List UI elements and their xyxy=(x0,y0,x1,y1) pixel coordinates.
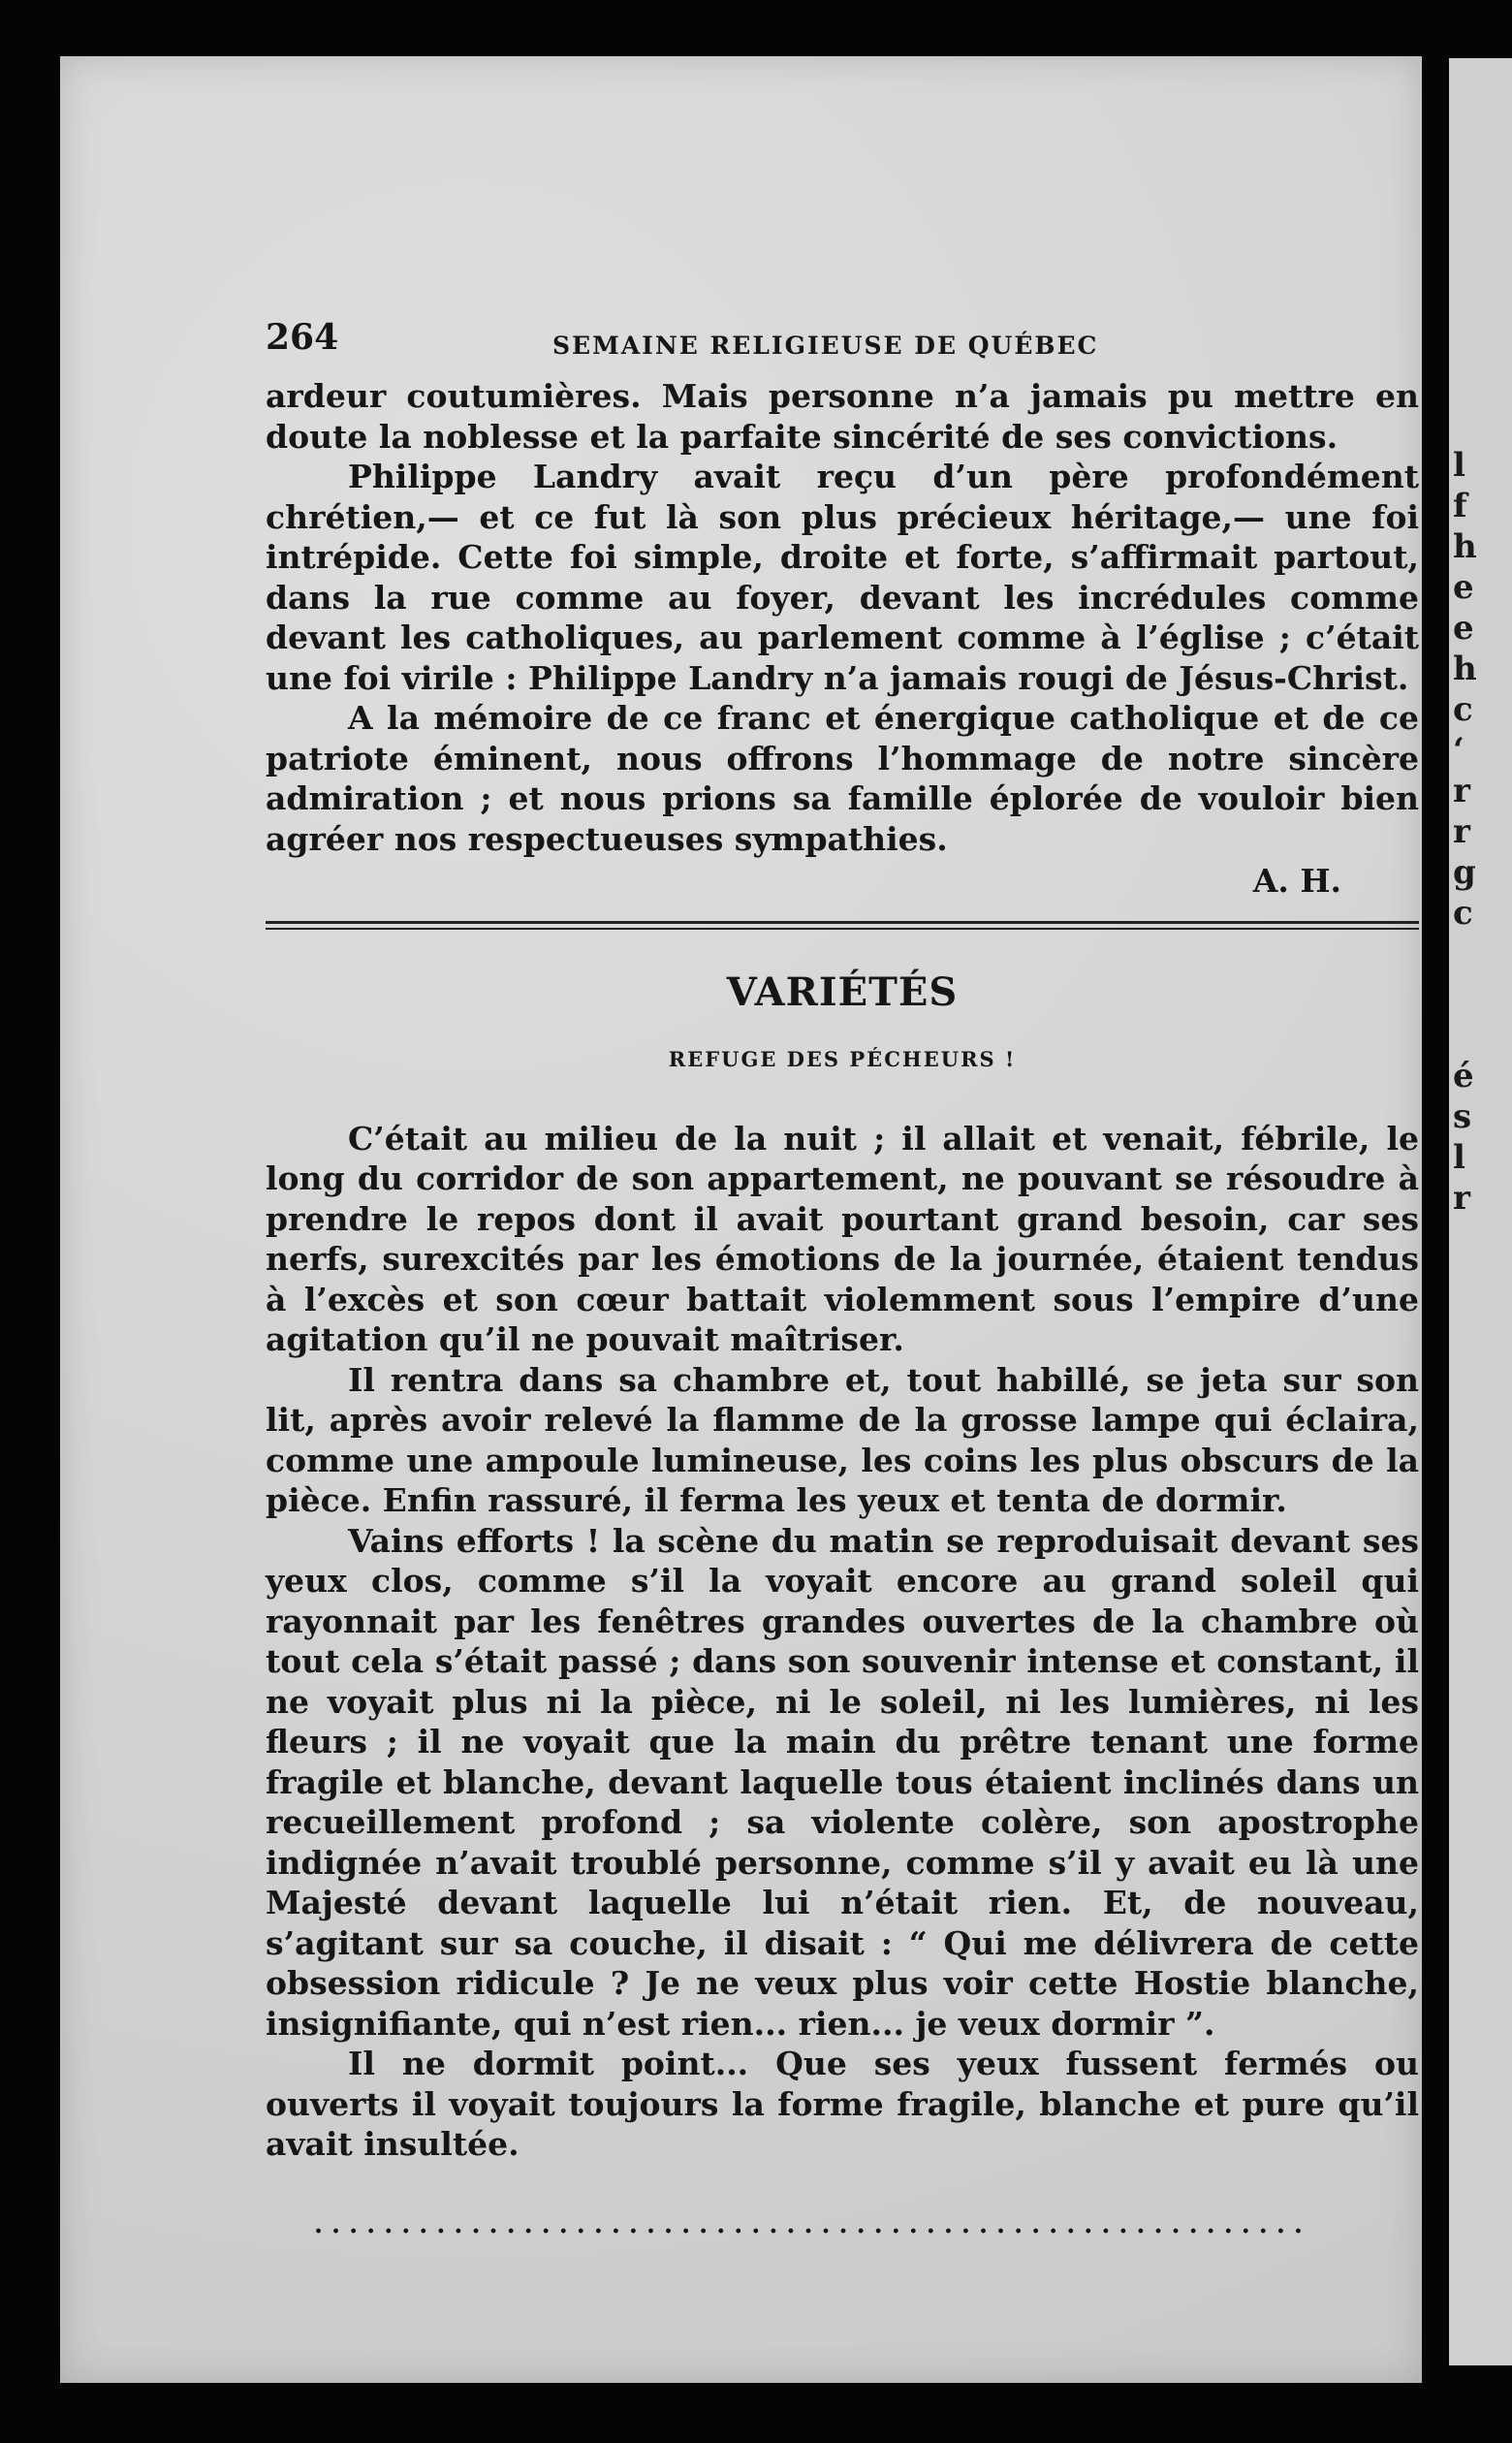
adjacent-letter: c xyxy=(1453,690,1473,729)
adjacent-letter: é xyxy=(1453,1057,1474,1095)
adjacent-page-edge xyxy=(1449,58,1512,2365)
adjacent-letter: c xyxy=(1453,894,1473,933)
obituary-paragraph: A la mémoire de ce franc et énergique catholique et de ce patriote éminent, nous offrons l’hommage de notre sincère admiration ; et nous prions sa famille éplorée de vouloir bien agréer nos respectueuses sympathies. xyxy=(266,699,1419,858)
running-title: SEMAINE RELIGIEUSE DE QUÉBEC xyxy=(552,332,1099,360)
adjacent-letter: g xyxy=(1453,853,1476,892)
adjacent-letter: r xyxy=(1453,1179,1470,1218)
adjacent-letter: r xyxy=(1453,812,1470,851)
book-page xyxy=(60,56,1422,2383)
adjacent-letter: l xyxy=(1453,1138,1465,1177)
adjacent-letter: f xyxy=(1453,487,1467,525)
story-paragraph: Vains efforts ! la scène du matin se reproduisait devant ses yeux clos, comme s’il la voyait encore au grand soleil qui rayonnait par les fenêtres grandes ouvertes de la chambre où tout cela s’était passé ; dans son souvenir intense et constant, il ne voyait plus ni la pièce, ni le soleil, ni les lumières, ni les fleurs ; il ne voyait que la main du prêtre tenant une forme fragile et blanche, devant laquelle tous étaient inclinés dans un recueillement profond ; sa violente colère, son apostrophe indignée n’avait troublé personne, comme s’il y avait eu là une Majesté devant laquelle lui n’était rien. Et, de nouveau, s’agitant sur sa couche, il disait : “ Qui me délivrera de cette obsession ridicule ? Je ne veux plus voir cette Hostie blanche, insignifiante, qui n’est rien... rien... je veux dormir ”. xyxy=(266,1521,1419,2043)
story-paragraph: Il ne dormit point... Que ses yeux fussent fermés ou ouverts il voyait toujours la forme fragile, blanche et pure qu’il avait insultée. xyxy=(266,2045,1419,2163)
page-header xyxy=(266,318,1419,376)
obituary-paragraph: ardeur coutumières. Mais personne n’a jamais pu mettre en doute la noblesse et la parfaite sincérité de ses convictions. xyxy=(266,377,1419,456)
adjacent-letter: e xyxy=(1453,568,1474,607)
subsection-title: REFUGE DES PÉCHEURS ! xyxy=(668,1047,1017,1071)
adjacent-letter: e xyxy=(1453,609,1474,648)
adjacent-letter: ‘ xyxy=(1453,731,1465,770)
story-paragraph: C’était au milieu de la nuit ; il allait et venait, fébrile, le long du corridor de son appartement, ne pouvant se résoudre à prendre le repos dont il avait pourtant grand besoin, car ses nerfs, surexcités par les émotions de la journée, étaient tendus à l’excès et son cœur battait violemment sous l’empire d’une agitation qu’il ne pouvait maîtriser. xyxy=(266,1119,1419,1358)
adjacent-letter: l xyxy=(1453,446,1465,485)
obituary-paragraph: Philippe Landry avait reçu d’un père profondément chrétien,— et ce fut là son plus précieux héritage,— une foi intrépide. Cette foi simple, droite et forte, s’affirmait partout, dans la rue comme au foyer, devant les incrédules comme devant les catholiques, au parlement comme à l’église ; c’était une foi virile : Philippe Landry n’a jamais rougi de Jésus-Christ. xyxy=(266,458,1419,697)
section-divider xyxy=(266,921,1419,930)
dotted-separator: ......................................................... xyxy=(314,2209,1311,2239)
page-content xyxy=(266,318,1419,2245)
story-paragraph: Il rentra dans sa chambre et, tout habillé, se jeta sur son lit, après avoir relevé la flamme de la grosse lampe qui éclaira, comme une ampoule lumineuse, les coins les plus obscurs de la pièce. Enfin rassuré, il ferma les yeux et tenta de dormir. xyxy=(266,1360,1419,1519)
signature: A. H. xyxy=(1252,862,1341,900)
adjacent-letter: h xyxy=(1453,527,1477,566)
page-number: 264 xyxy=(266,317,339,358)
adjacent-letter: h xyxy=(1453,650,1477,688)
adjacent-letter: r xyxy=(1453,772,1470,810)
adjacent-letter: s xyxy=(1453,1097,1472,1136)
section-title: VARIÉTÉS xyxy=(726,968,959,1015)
